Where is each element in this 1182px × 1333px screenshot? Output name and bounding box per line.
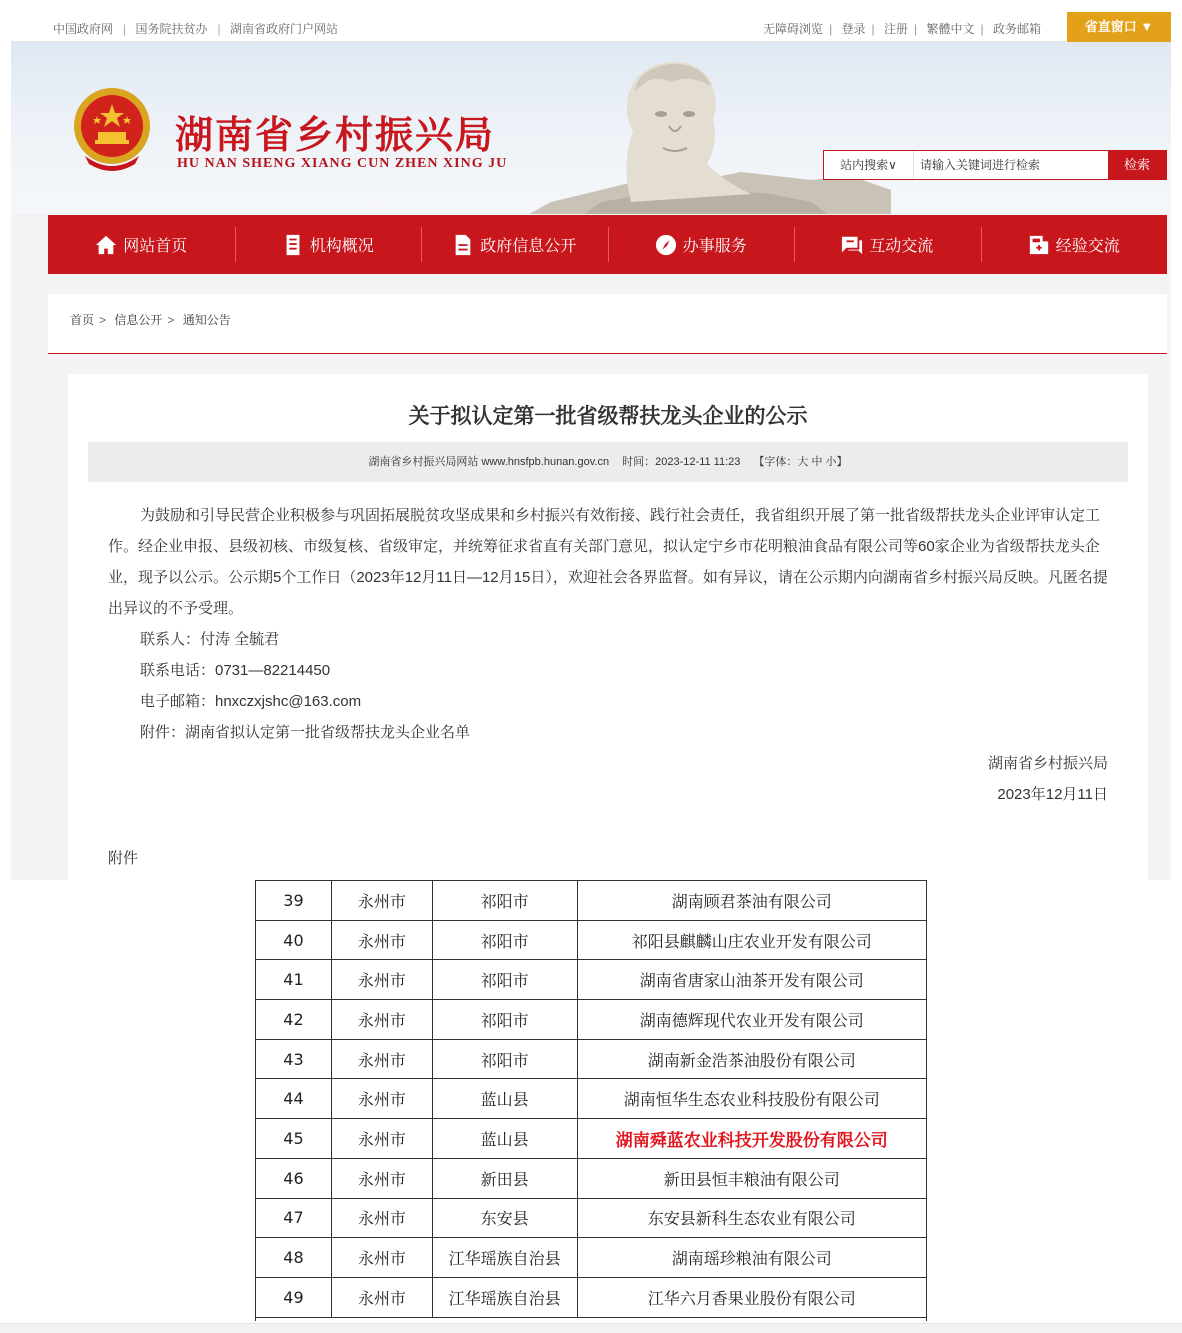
table-row	[256, 1238, 927, 1278]
link-register[interactable]: 注册	[884, 22, 909, 36]
table-row	[256, 1277, 927, 1317]
company-name-cell: 湖南顾君茶油有限公司	[577, 881, 926, 921]
signature-date: 2023年12月11日	[997, 786, 1108, 803]
search-input[interactable]	[920, 151, 1108, 179]
font-size-switcher[interactable]: 【字体：大 中 小】	[753, 456, 848, 468]
table-body	[256, 881, 927, 1318]
table-row	[256, 881, 927, 921]
table-row	[256, 1119, 927, 1159]
exchange-icon	[1028, 234, 1050, 256]
county-cell: 祁阳市	[432, 881, 577, 921]
table-continuation	[255, 1317, 927, 1321]
company-name-cell: 东安县新科生态农业有限公司	[577, 1198, 926, 1238]
main-nav	[48, 215, 1167, 274]
company-name-cell: 湖南德辉现代农业开发有限公司	[577, 1000, 926, 1040]
county-cell: 蓝山县	[432, 1079, 577, 1119]
county-cell: 祁阳市	[432, 1000, 577, 1040]
nav-item-label: 政府信息公开	[480, 238, 577, 255]
site-title-pinyin: HU NAN SHENG XIANG CUN ZHEN XING JU	[177, 156, 508, 171]
row-number: 44	[256, 1079, 332, 1119]
company-name-cell: 湖南省唐家山油茶开发有限公司	[577, 960, 926, 1000]
table-row	[256, 1198, 927, 1238]
document-icon	[282, 234, 304, 256]
nav-item-home[interactable]	[48, 215, 235, 274]
table-row	[256, 1079, 927, 1119]
search-button[interactable]: 检索	[1108, 151, 1166, 179]
county-cell: 祁阳市	[432, 920, 577, 960]
article-card	[68, 374, 1148, 880]
nav-item-services[interactable]	[608, 215, 795, 274]
nav-item-label: 网站首页	[123, 238, 188, 255]
city-cell: 永州市	[331, 920, 432, 960]
compass-icon	[655, 234, 677, 256]
nav-item-label: 办事服务	[682, 238, 747, 255]
site-header	[11, 42, 1171, 214]
article-paragraph: 为鼓励和引导民营企业积极参与巩固拓展脱贫攻坚成果和乡村振兴有效衔接、践行社会责任，我省组织开展了第一批省级帮扶龙头企业评审认定工作。经企业申报、县级初核、市级复核、省级审定，并统筹征求省直有关部门意见，拟认定宁乡市花明粮油食品有限公司等60家企业为省级帮扶龙头企业，现予以公示。公示期5个工作日（2023年12月11日—12月15日），欢迎社会各界监督。如有异议，请在公示期内向湖南省乡村振兴局反映。凡匿名提出异议的不予受理。	[108, 507, 1108, 617]
provincial-window-button[interactable]: 省直窗口 ▼	[1067, 12, 1171, 42]
county-cell: 江华瑶族自治县	[432, 1238, 577, 1278]
row-number: 42	[256, 1000, 332, 1040]
table-row	[256, 920, 927, 960]
link-login[interactable]: 登录	[841, 22, 866, 36]
row-number: 46	[256, 1158, 332, 1198]
contact-phone: 联系电话：0731—82214450	[140, 662, 331, 679]
article-meta	[88, 442, 1128, 482]
signature: 湖南省乡村振兴局	[987, 755, 1108, 772]
divider: |	[123, 22, 127, 36]
company-name-cell: 湖南恒华生态农业科技股份有限公司	[577, 1079, 926, 1119]
city-cell: 永州市	[331, 1000, 432, 1040]
nav-item-experience[interactable]	[981, 215, 1168, 274]
nav-item-interaction[interactable]	[794, 215, 981, 274]
company-name-cell: 湖南瑶珍粮油有限公司	[577, 1238, 926, 1278]
link-china-gov[interactable]: 中国政府网	[53, 22, 114, 36]
company-name-cell: 新田县恒丰粮油有限公司	[577, 1158, 926, 1198]
attachment-line: 附件：湖南省拟认定第一批省级帮扶龙头企业名单	[140, 724, 471, 741]
top-utility-bar	[11, 12, 1171, 42]
row-number: 39	[256, 881, 332, 921]
contact-person: 联系人：付涛 全毓君	[140, 631, 280, 648]
nav-item-organization[interactable]	[235, 215, 422, 274]
nav-item-label: 机构概况	[309, 238, 374, 255]
city-cell: 永州市	[331, 1158, 432, 1198]
city-cell: 永州市	[331, 881, 432, 921]
city-cell: 永州市	[331, 1119, 432, 1159]
company-name-cell: 祁阳县麒麟山庄农业开发有限公司	[577, 920, 926, 960]
company-name-cell: 湖南新金浩茶油股份有限公司	[577, 1039, 926, 1079]
city-cell: 永州市	[331, 1079, 432, 1119]
link-accessibility[interactable]: 无障碍浏览	[763, 22, 824, 36]
account-links	[763, 20, 1041, 37]
city-cell: 永州市	[331, 1277, 432, 1317]
search-scope-dropdown[interactable]: 站内搜索∨	[824, 151, 914, 179]
chat-icon	[841, 234, 863, 256]
article-source: 湖南省乡村振兴局网站 www.hnsfpb.hunan.gov.cn	[368, 456, 610, 468]
breadcrumb-home[interactable]: 首页	[70, 313, 95, 327]
divider: |	[829, 22, 833, 36]
county-cell: 江华瑶族自治县	[432, 1277, 577, 1317]
row-number: 48	[256, 1238, 332, 1278]
row-number: 47	[256, 1198, 332, 1238]
city-cell: 永州市	[331, 1039, 432, 1079]
page-container	[11, 12, 1171, 880]
divider: |	[217, 22, 221, 36]
divider: |	[980, 22, 984, 36]
table-row	[256, 1158, 927, 1198]
row-number: 43	[256, 1039, 332, 1079]
article-title: 关于拟认定第一批省级帮扶龙头企业的公示	[408, 405, 808, 428]
article-time: 时间：2023-12-11 11:23	[622, 456, 741, 468]
article-body	[108, 500, 1108, 810]
county-cell: 祁阳市	[432, 1039, 577, 1079]
company-name-cell: 湖南舜蓝农业科技开发股份有限公司	[577, 1119, 926, 1159]
county-cell: 蓝山县	[432, 1119, 577, 1159]
breadcrumb-info-public[interactable]: 信息公开	[114, 313, 163, 327]
file-icon	[452, 234, 474, 256]
home-icon	[95, 234, 117, 256]
external-links	[53, 20, 342, 37]
enterprise-table	[255, 880, 927, 1318]
breadcrumb	[48, 294, 1167, 354]
city-cell: 永州市	[331, 960, 432, 1000]
county-cell: 东安县	[432, 1198, 577, 1238]
national-emblem-icon	[71, 84, 153, 174]
company-name-cell: 江华六月香果业股份有限公司	[577, 1277, 926, 1317]
city-cell: 永州市	[331, 1198, 432, 1238]
link-poverty-office[interactable]: 国务院扶贫办	[135, 22, 208, 36]
attachment-heading: 附件	[108, 850, 139, 867]
row-number: 40	[256, 920, 332, 960]
row-number: 45	[256, 1119, 332, 1159]
contact-email: 电子邮箱：hnxczxjshc@163.com	[140, 693, 362, 710]
table-row	[256, 1039, 927, 1079]
breadcrumb-separator: >	[99, 313, 107, 327]
row-number: 41	[256, 960, 332, 1000]
table-row	[256, 1000, 927, 1040]
breadcrumb-notices[interactable]: 通知公告	[182, 313, 231, 327]
site-search	[823, 150, 1167, 180]
row-number: 49	[256, 1277, 332, 1317]
divider: |	[914, 22, 918, 36]
county-cell: 新田县	[432, 1158, 577, 1198]
statue-illustration	[511, 52, 891, 214]
table-row	[256, 960, 927, 1000]
link-hunan-gov[interactable]: 湖南省政府门户网站	[229, 22, 338, 36]
divider: |	[871, 22, 875, 36]
nav-item-gov-info[interactable]	[421, 215, 608, 274]
nav-item-label: 经验交流	[1055, 238, 1120, 255]
link-gov-email[interactable]: 政务邮箱	[992, 22, 1041, 36]
site-title: 湖南省乡村振兴局	[175, 112, 496, 157]
enterprise-list-table	[255, 880, 927, 1318]
link-traditional-chinese[interactable]: 繁體中文	[926, 22, 975, 36]
county-cell: 祁阳市	[432, 960, 577, 1000]
bottom-strip	[0, 1323, 1182, 1333]
nav-item-label: 互动交流	[869, 238, 934, 255]
breadcrumb-separator: >	[167, 313, 175, 327]
city-cell: 永州市	[331, 1238, 432, 1278]
